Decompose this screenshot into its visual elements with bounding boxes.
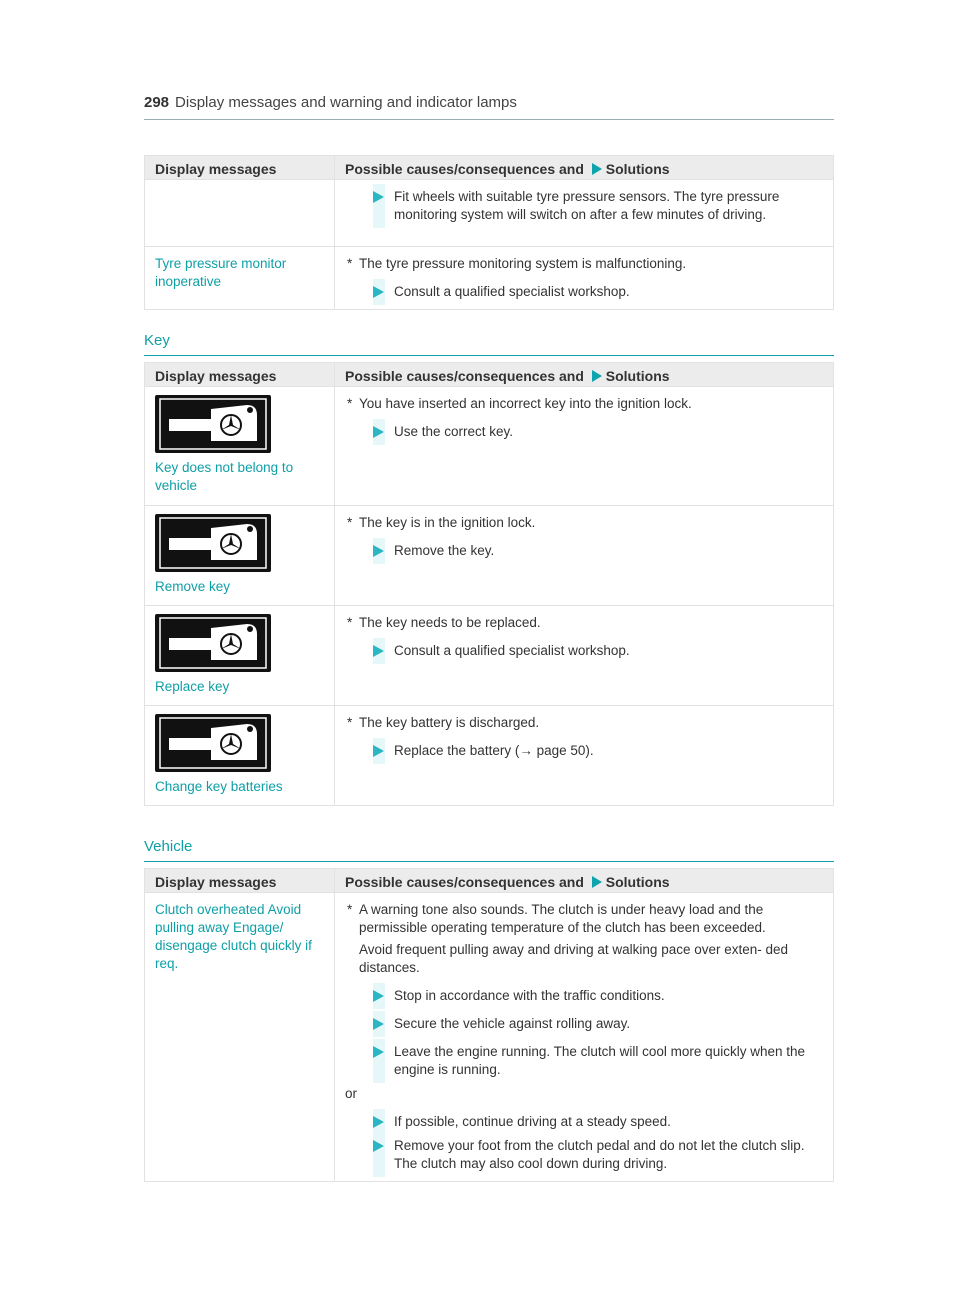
- table-row: Tyre pressure monitor inoperative * The tyre pressure monitoring system is malfunctioning. Consult a qualified specialist workshop.: [145, 247, 834, 310]
- table-row: Remove key * The key is in the ignition lock. Remove the key.: [145, 506, 834, 606]
- step-arrow-icon: [373, 1046, 384, 1058]
- cause-text-2: Avoid frequent pulling away and driving at walking pace over exten- ded distances.: [359, 942, 789, 975]
- step-text: Replace the battery (→ page 50).: [394, 743, 594, 758]
- step-text: Secure the vehicle against rolling away.: [394, 1016, 631, 1031]
- step-text: Consult a qualified specialist workshop.: [394, 284, 630, 299]
- step-text: Fit wheels with suitable tyre pressure sensors. The tyre pressure monitoring system will switch on after a few minutes of driving.: [394, 189, 780, 222]
- table-row: Change key batteries * The key battery is discharged. Replace the battery (→ page 50).: [145, 706, 834, 806]
- table-row: Replace key * The key needs to be replaced. Consult a qualified specialist workshop.: [145, 606, 834, 706]
- col-display: Display messages: [145, 363, 335, 387]
- key-icon: [155, 514, 271, 572]
- vehicle-table: [144, 868, 834, 1182]
- step-arrow-icon: [373, 990, 384, 1002]
- step-arrow-icon: [373, 645, 384, 657]
- key-table: [144, 362, 834, 806]
- col-causes: Possible causes/consequences and Solutions: [335, 363, 834, 387]
- tyre-table: [144, 155, 834, 310]
- step-arrow-icon: [373, 745, 384, 757]
- step-text: Remove the key.: [394, 543, 495, 558]
- col-display: Display messages: [145, 869, 335, 893]
- section-title-vehicle: Vehicle: [144, 838, 834, 862]
- col-causes: Possible causes/consequences and Solutions: [335, 869, 834, 893]
- step-arrow-icon: [373, 1140, 384, 1152]
- key-icon: [155, 714, 271, 772]
- step-text: Leave the engine running. The clutch will cool more quickly when the engine is running.: [394, 1044, 805, 1077]
- page-number: 298: [144, 94, 170, 111]
- or-text: or: [345, 1086, 358, 1101]
- step-text: If possible, continue driving at a steady speed.: [394, 1114, 671, 1129]
- message-key-not-belong: Key does not belong to vehicle: [155, 460, 294, 493]
- col-causes: Possible causes/consequences and Solutions: [335, 156, 834, 180]
- key-icon: [155, 395, 271, 453]
- cause-text: The key battery is discharged.: [359, 715, 540, 730]
- step-arrow-icon: [373, 1018, 384, 1030]
- step-arrow-icon: [373, 426, 384, 438]
- table-row: Clutch overheated Avoid pulling away Engage/ disengage clutch quickly if req. * A warning tone also sounds. The clutch is under heavy load and the permissible operating temperature of the clutch has been exceeded. Avoid frequent pulling away and driving at walking pace over exten- ded distances. Stop in accordance with the traffic conditions. Secure the vehicle against rolling away. Leave the engine running. The clutch will cool more quickly when the engine is running. or If possible, continue driving at a steady speed. Remove your foot from the clutch pedal and do not let the clutch slip. The clutch may also cool down during driving.: [145, 893, 834, 1182]
- message-clutch-overheated: Clutch overheated Avoid pulling away Engage/ disengage clutch quickly if req.: [145, 893, 335, 1182]
- cause-text: A warning tone also sounds. The clutch is under heavy load and the permissible operating temperature of the clutch has been exceeded.: [359, 902, 766, 935]
- table-row: Key does not belong to vehicle * You have inserted an incorrect key into the ignition lock. Use the correct key.: [145, 387, 834, 506]
- col-display: Display messages: [145, 156, 335, 180]
- step-text: Consult a qualified specialist workshop.: [394, 643, 630, 658]
- step-text: Use the correct key.: [394, 424, 514, 439]
- message-tyre-inoperative: Tyre pressure monitor inoperative: [145, 247, 335, 310]
- step-text: Remove your foot from the clutch pedal and do not let the clutch slip. The clutch may also cool down during driving.: [394, 1138, 805, 1171]
- step-text: Stop in accordance with the traffic conditions.: [394, 988, 665, 1003]
- message-remove-key: Remove key: [155, 579, 231, 594]
- message-replace-key: Replace key: [155, 679, 230, 694]
- cause-text: The key is in the ignition lock.: [359, 515, 536, 530]
- message-change-key-batteries: Change key batteries: [155, 779, 283, 794]
- solutions-arrow-icon: [592, 876, 602, 888]
- solutions-arrow-icon: [592, 163, 602, 175]
- key-icon: [155, 614, 271, 672]
- table-row: [145, 180, 834, 247]
- step-arrow-icon: [373, 191, 384, 203]
- page-header: [144, 94, 834, 120]
- cause-text: The tyre pressure monitoring system is malfunctioning.: [359, 256, 687, 271]
- step-arrow-icon: [373, 1116, 384, 1128]
- section-title-key: Key: [144, 332, 834, 356]
- solutions-arrow-icon: [592, 370, 602, 382]
- cause-text: The key needs to be replaced.: [359, 615, 541, 630]
- page-title: Display messages and warning and indicator lamps: [175, 94, 517, 111]
- step-arrow-icon: [373, 545, 384, 557]
- cause-text: You have inserted an incorrect key into the ignition lock.: [359, 396, 692, 411]
- step-arrow-icon: [373, 286, 384, 298]
